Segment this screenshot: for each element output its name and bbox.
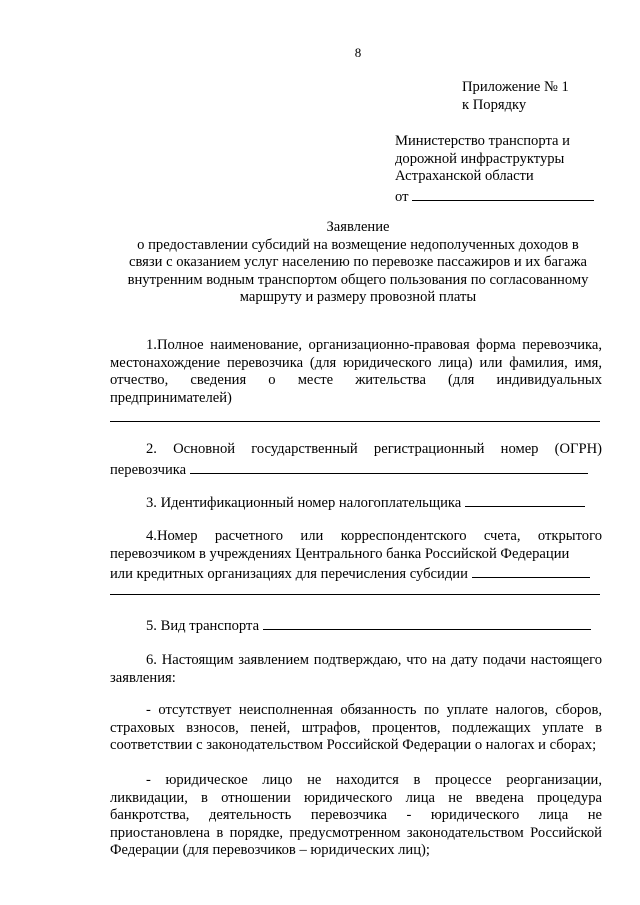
page-number: 8 xyxy=(354,45,362,60)
item-4-paragraph xyxy=(110,528,602,584)
addressee-block xyxy=(395,133,594,206)
title-line-2: связи с оказанием услуг населению по перевозке пассажиров и их багажа xyxy=(128,254,588,270)
account-blank xyxy=(472,563,590,578)
addressee-line-3: Астраханской области xyxy=(395,168,534,184)
addressee-line-2: дорожной инфраструктуры xyxy=(395,150,565,167)
title-line-4: маршруту и размеру провозной платы xyxy=(239,289,477,305)
item-2-paragraph xyxy=(110,441,602,479)
item-6-paragraph xyxy=(110,652,602,687)
item-1-blank-line xyxy=(110,421,600,422)
item-6-text: 6. Настоящим заявлением подтверждаю, что на дату подачи настоящего заявления: xyxy=(110,652,602,686)
item-5-paragraph xyxy=(110,615,602,636)
item-1-text: 1.Полное наименование, организационно-правовая форма перевозчика, местонахождение перевозчика (для юридического лица) или фамилия, имя, отчество, сведения о месте жительства (для индивидуальных предпринимателей) xyxy=(110,337,602,406)
item-2-text-b: перевозчика xyxy=(110,461,187,478)
from-blank xyxy=(412,186,594,201)
addressee-line-1: Министерство транспорта и xyxy=(395,133,570,149)
title-heading: Заявление xyxy=(326,219,390,235)
inn-blank xyxy=(465,492,585,507)
item-4-blank-line xyxy=(110,594,600,595)
from-line xyxy=(395,186,594,207)
item-4-text-b: или кредитных организациях для перечисления субсидии xyxy=(110,566,468,582)
appendix-line-2: к Порядку xyxy=(462,96,527,113)
item-4-line-b xyxy=(110,563,602,584)
title-line-1: о предоставлении субсидий на возмещение недополученных доходов в xyxy=(137,236,579,253)
item-1-paragraph xyxy=(110,337,602,407)
item-2-text-a: 2. Основной государственный регистрационный номер (ОГРН) xyxy=(146,441,602,457)
document-title xyxy=(105,219,611,307)
appendix-reference xyxy=(462,79,569,114)
item-5-line xyxy=(110,615,602,636)
item-5-text: 5. Вид транспорта xyxy=(146,618,260,634)
transport-type-blank xyxy=(263,615,591,630)
item-3-text: 3. Идентификационный номер налогоплательщика xyxy=(146,495,462,511)
bullet-1-paragraph xyxy=(110,702,602,755)
ogrn-blank xyxy=(190,459,588,474)
item-2-line-b xyxy=(110,459,602,480)
from-label: от xyxy=(395,188,409,205)
appendix-line-1: Приложение № 1 xyxy=(462,79,569,95)
item-3-line xyxy=(110,492,602,513)
item-3-paragraph xyxy=(110,492,602,513)
item-4-text-a: 4.Номер расчетного или корреспондентского счета, открытого перевозчиком в учреждениях Центрального банка Российской Федерации xyxy=(110,528,602,562)
bullet-2-text: - юридическое лицо не находится в процессе реорганизации, ликвидации, в отношении юридического лица не введена процедура банкротства, деятельность перевозчика - юридического лица не приостановлена в порядке, предусмотренном законодательством Российской Федерации (для перевозчиков – юридических лиц); xyxy=(110,772,602,858)
title-line-3: внутренним водным транспортом общего пользования по согласованному xyxy=(127,271,589,288)
bullet-2-paragraph xyxy=(110,772,602,860)
bullet-1-text: - отсутствует неисполненная обязанность по уплате налогов, сборов, страховых взносов, пеней, штрафов, процентов, подлежащих уплате в соответствии с законодательством Российской Федерации о налогах и сборах; xyxy=(110,702,602,753)
